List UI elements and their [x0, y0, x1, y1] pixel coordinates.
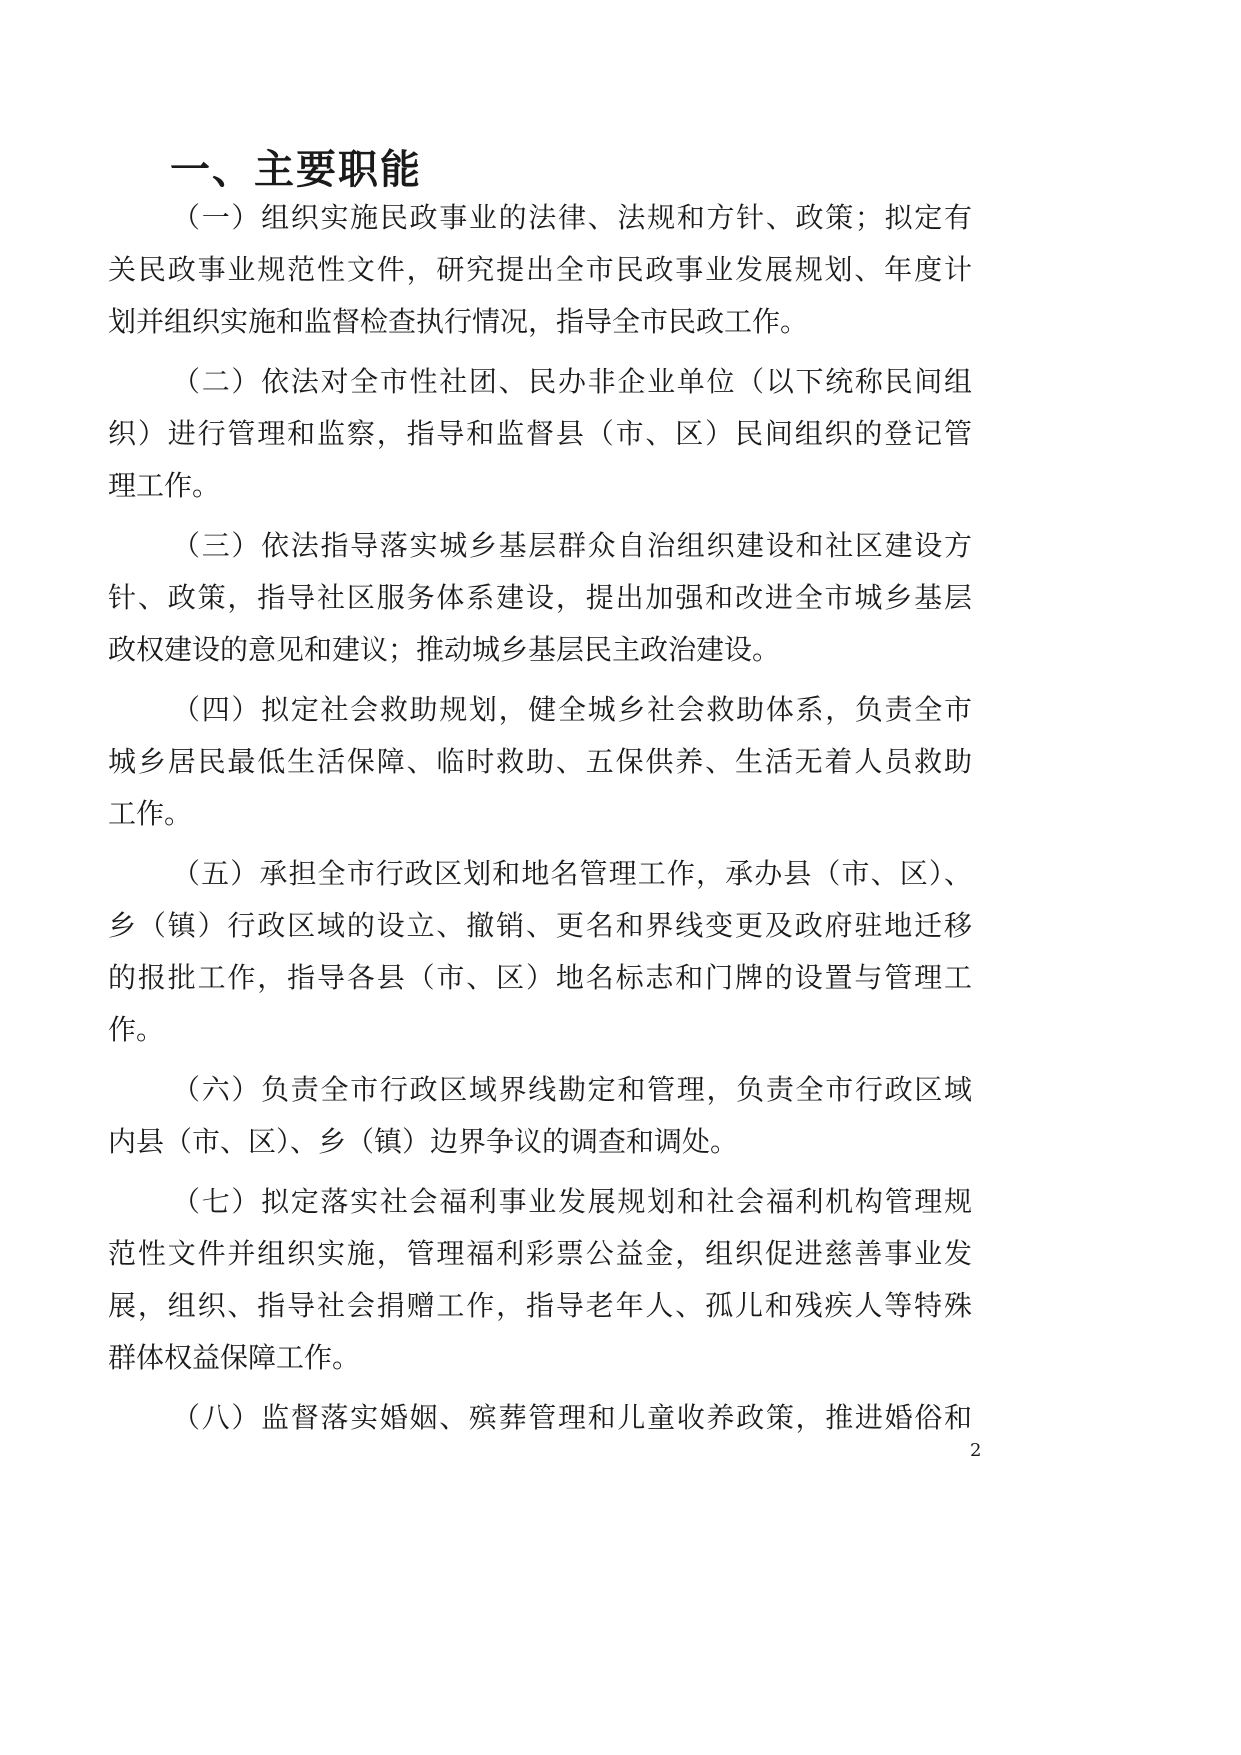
text-line: 织）进行管理和监察，指导和监督县（市、区）民间组织的登记管	[108, 417, 972, 450]
document-body	[108, 192, 972, 1452]
paragraph	[108, 1176, 972, 1384]
text-line: 政权建设的意见和建议；推动城乡基层民主政治建设。	[108, 633, 781, 666]
text-line: 群体权益保障工作。	[108, 1341, 361, 1374]
paragraph	[108, 684, 972, 840]
paragraph	[108, 1064, 972, 1168]
section-heading: 一、主要职能	[170, 147, 422, 193]
text-line: 针、政策，指导社区服务体系建设，提出加强和改进全市城乡基层	[108, 581, 972, 614]
text-line: 工作。	[108, 797, 193, 830]
page-number: 2	[970, 1440, 982, 1461]
text-line: 关民政事业规范性文件，研究提出全市民政事业发展规划、年度计	[108, 253, 972, 286]
text-line: 范性文件并组织实施，管理福利彩票公益金，组织促进慈善事业发	[108, 1237, 972, 1270]
text-line: （二）依法对全市性社团、民办非企业单位（以下统称民间组	[172, 365, 972, 398]
paragraph	[108, 356, 972, 512]
text-line: 城乡居民最低生活保障、临时救助、五保供养、生活无着人员救助	[108, 745, 972, 778]
text-line: （三）依法指导落实城乡基层群众自治组织建设和社区建设方	[172, 529, 972, 562]
paragraph	[108, 520, 972, 676]
text-line: （一）组织实施民政事业的法律、法规和方针、政策；拟定有	[172, 201, 972, 234]
text-line: 划并组织实施和监督检查执行情况，指导全市民政工作。	[108, 305, 809, 338]
text-line: 乡（镇）行政区域的设立、撤销、更名和界线变更及政府驻地迁移	[108, 909, 972, 942]
text-line: 内县（市、区）、乡（镇）边界争议的调查和调处。	[108, 1125, 739, 1158]
text-line: 展，组织、指导社会捐赠工作，指导老年人、孤儿和残疾人等特殊	[108, 1289, 972, 1322]
paragraph	[108, 848, 972, 1056]
paragraph	[108, 1392, 972, 1444]
paragraph	[108, 192, 972, 348]
text-line: 作。	[108, 1013, 165, 1046]
text-line: （八）监督落实婚姻、殡葬管理和儿童收养政策，推进婚俗和	[172, 1401, 972, 1434]
text-line: 理工作。	[108, 469, 221, 502]
text-line: （六）负责全市行政区域界线勘定和管理，负责全市行政区域	[172, 1073, 972, 1106]
text-line: 的报批工作，指导各县（市、区）地名标志和门牌的设置与管理工	[108, 961, 972, 994]
text-line: （七）拟定落实社会福利事业发展规划和社会福利机构管理规	[172, 1185, 972, 1218]
text-line: （五）承担全市行政区划和地名管理工作，承办县（市、区）、	[172, 857, 972, 890]
text-line: （四）拟定社会救助规划，健全城乡社会救助体系，负责全市	[172, 693, 972, 726]
